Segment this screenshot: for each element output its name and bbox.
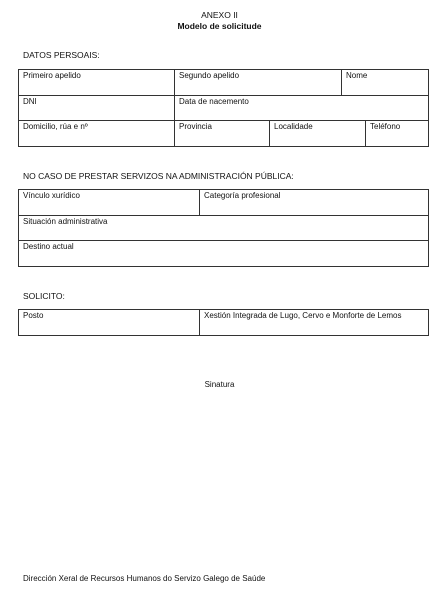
second-surname-field[interactable]: Segundo apelido xyxy=(175,70,342,96)
professional-category-field[interactable]: Categoría profesional xyxy=(200,190,429,216)
request-table xyxy=(18,309,429,336)
province-field[interactable]: Provincia xyxy=(175,121,270,147)
signature-label: Sinatura xyxy=(204,380,235,389)
administrative-status-field[interactable]: Situación administrativa xyxy=(19,216,429,241)
address-field[interactable]: Domicilio, rúa e nº xyxy=(19,121,175,147)
form-title: Modelo de solicitude xyxy=(177,21,262,31)
post-value: Xestión Integrada de Lugo, Cervo e Monforte de Lemos xyxy=(200,310,429,336)
annex-label: ANEXO II xyxy=(201,10,238,20)
phone-field[interactable]: Teléfono xyxy=(366,121,429,147)
request-heading: SOLICITO: xyxy=(23,291,65,301)
birth-date-field[interactable]: Data de nacemento xyxy=(175,96,429,121)
post-label: Posto xyxy=(19,310,200,336)
footer-text: Dirección Xeral de Recursos Humanos do Servizo Galego de Saúde xyxy=(23,574,266,583)
dni-field[interactable]: DNI xyxy=(19,96,175,121)
public-admin-table xyxy=(18,189,429,267)
personal-data-heading: DATOS PERSOAIS: xyxy=(23,50,100,60)
name-field[interactable]: Nome xyxy=(342,70,429,96)
legal-relationship-field[interactable]: Vínculo xurídico xyxy=(19,190,200,216)
locality-field[interactable]: Localidade xyxy=(270,121,366,147)
public-admin-heading: NO CASO DE PRESTAR SERVIZOS NA ADMINISTRACIÓN PÚBLICA: xyxy=(23,171,294,181)
personal-data-table xyxy=(18,69,429,147)
current-destination-field[interactable]: Destino actual xyxy=(19,241,429,267)
first-surname-field[interactable]: Primeiro apelido xyxy=(19,70,175,96)
